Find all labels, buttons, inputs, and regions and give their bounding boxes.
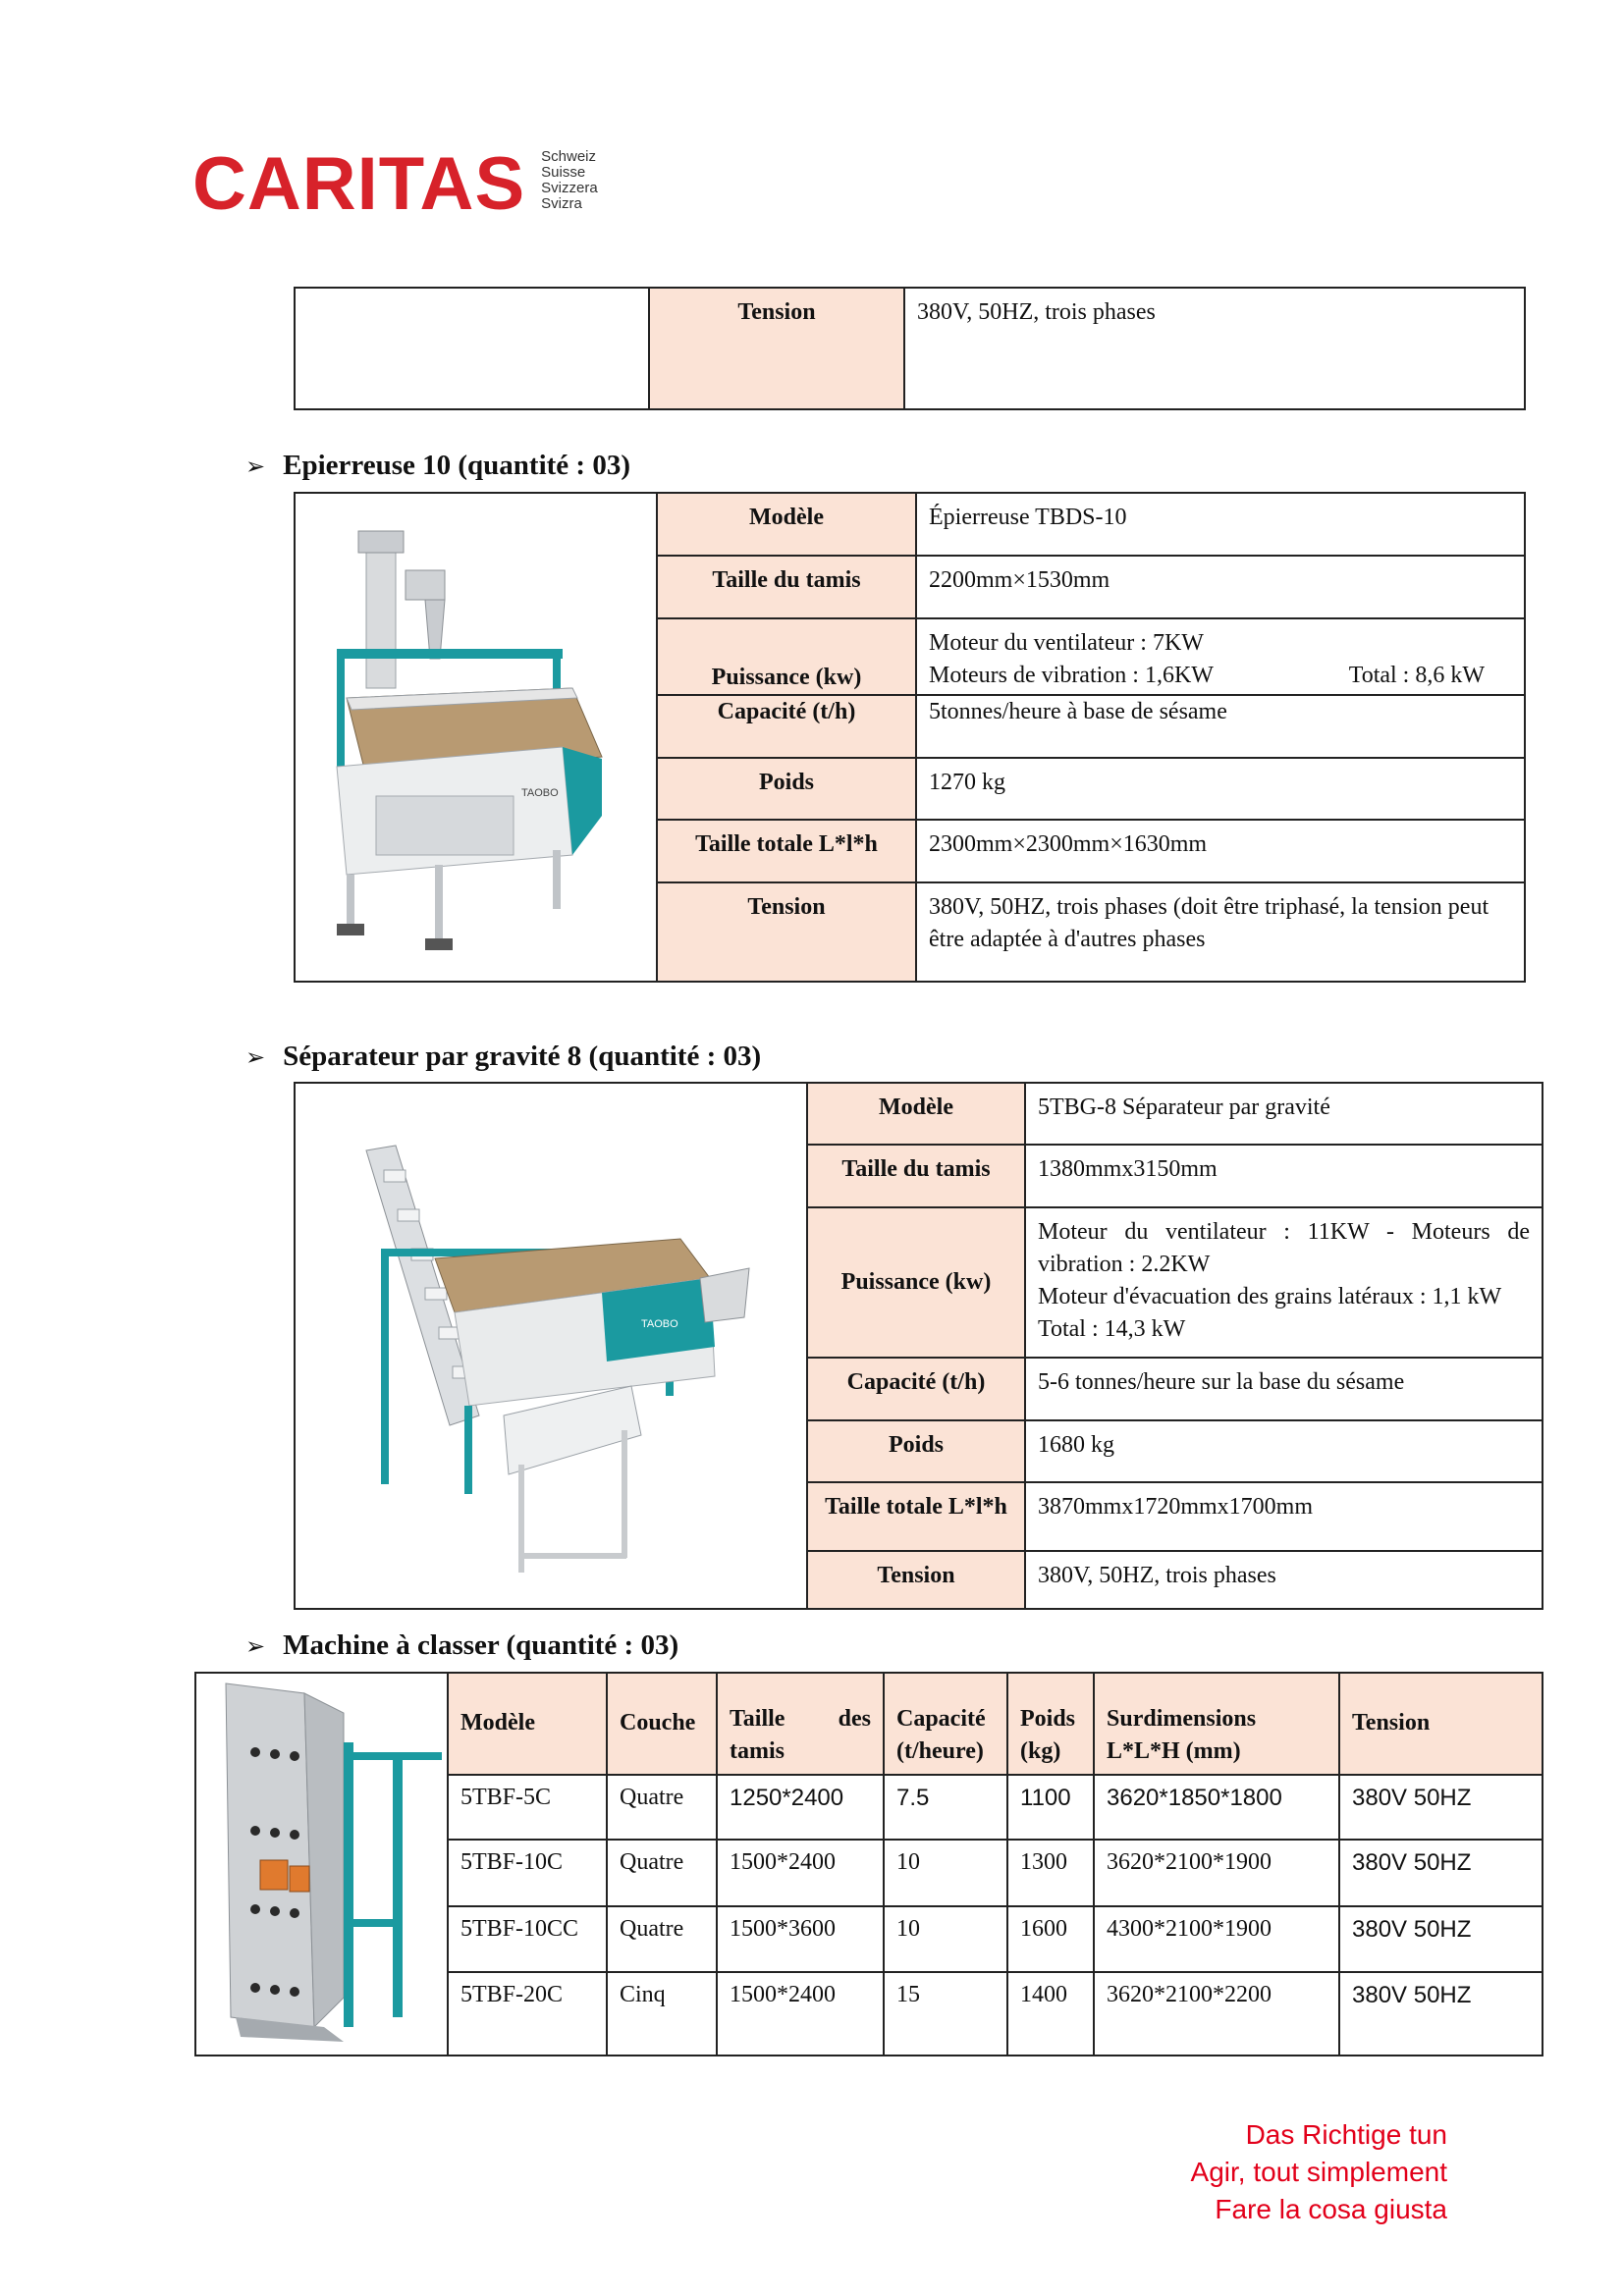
arrow-bullet-icon: ➢	[245, 452, 266, 480]
footer-slogans	[1191, 2116, 1447, 2228]
spec-value	[916, 618, 1525, 695]
spec-value	[1025, 1145, 1543, 1206]
spec-value-line: Moteurs de vibration : 1,6KW	[929, 662, 1214, 688]
spec-value-line: 2300mm×2300mm×1630mm	[929, 831, 1208, 858]
spec-label: Taille totale L*l*h	[807, 1482, 1025, 1551]
spec-value	[1025, 1482, 1543, 1551]
table-cell: 4300*2100*1900	[1094, 1906, 1339, 1972]
table-cell: 10	[884, 1906, 1007, 1972]
spec-value	[1025, 1083, 1543, 1145]
table-cell: Cinq	[607, 1972, 717, 2056]
spec-label: Tension	[807, 1551, 1025, 1609]
footer-slogan: Das Richtige tun	[1245, 2119, 1447, 2150]
table-header: Surdimensions L*L*H (mm)	[1094, 1673, 1339, 1775]
logo-languages	[541, 149, 598, 212]
table-cell: 5TBF-10C	[448, 1840, 607, 1905]
empty-image-cell	[295, 288, 649, 409]
spec-value-line: Moteur d'évacuation des grains latéraux : 1,1 kW	[1038, 1283, 1502, 1309]
table-cell: 5TBF-10CC	[448, 1906, 607, 1972]
classer-image-cell	[195, 1673, 448, 2056]
spec-value-line: 380V, 50HZ, trois phases	[1038, 1562, 1276, 1588]
spec-value-line: 1680 kg	[1038, 1431, 1114, 1458]
table-cell: 1500*2400	[717, 1840, 884, 1905]
spec-label: Capacité (t/h)	[657, 695, 916, 758]
spec-value	[916, 556, 1525, 618]
classer-spec-table	[194, 1672, 1543, 2056]
table-cell: 3620*1850*1800	[1094, 1775, 1339, 1840]
spec-value-line: 5-6 tonnes/heure sur la base du sésame	[1038, 1369, 1405, 1396]
spec-value-line: 5tonnes/heure à base de sésame	[929, 698, 1227, 724]
separateur-image-cell	[295, 1083, 807, 1609]
table-header: Capacité (t/heure)	[884, 1673, 1007, 1775]
heading-text: Séparateur par gravité 8 (quantité : 03)	[283, 1041, 762, 1072]
spec-value: 380V, 50HZ, trois phases	[904, 288, 1525, 409]
spec-label: Puissance (kw)	[807, 1207, 1025, 1358]
spec-label: Modèle	[657, 493, 916, 556]
arrow-bullet-icon: ➢	[245, 1042, 266, 1071]
spec-value-line: 5TBG-8 Séparateur par gravité	[1038, 1095, 1330, 1120]
epierreuse-machine-image	[307, 502, 644, 963]
epierreuse-image-cell	[295, 493, 657, 982]
spec-total: Total : 8,6 kW	[1348, 662, 1485, 688]
separateur-spec-table	[294, 1082, 1543, 1610]
table-cell: 1500*2400	[717, 1972, 884, 2056]
heading-text: Machine à classer (quantité : 03)	[283, 1629, 679, 1661]
machine-brand-label: TAOBO	[641, 1318, 678, 1330]
spec-label: Taille totale L*l*h	[657, 820, 916, 882]
spec-value-line-with-total	[929, 660, 1512, 692]
table-cell: 380V 50HZ	[1339, 1775, 1543, 1840]
table-cell: 1300	[1007, 1840, 1094, 1905]
section-heading-epierreuse	[245, 450, 630, 482]
spec-value-line: 2200mm×1530mm	[929, 566, 1110, 593]
section-heading-classer	[245, 1629, 678, 1662]
logo-lang: Suisse	[541, 164, 586, 181]
spec-value-line: 380V, 50HZ, trois phases (doit être triphasé, la tension peut être adaptée à d'autres phases	[929, 894, 1489, 953]
table-header: Poids (kg)	[1007, 1673, 1094, 1775]
table-cell: 1400	[1007, 1972, 1094, 2056]
footer-slogan: Fare la cosa giusta	[1215, 2194, 1447, 2224]
table-cell: Quatre	[607, 1840, 717, 1905]
spec-label: Puissance (kw)	[657, 618, 916, 695]
logo-word: CARITAS	[192, 142, 526, 226]
spec-value	[1025, 1551, 1543, 1609]
spec-label: Modèle	[807, 1083, 1025, 1145]
logo-lang: Schweiz	[541, 148, 596, 165]
table-cell: 380V 50HZ	[1339, 1972, 1543, 2056]
table-cell: 5TBF-5C	[448, 1775, 607, 1840]
epierreuse-spec-table	[294, 492, 1526, 983]
table-cell: 1250*2400	[717, 1775, 884, 1840]
table-cell: 5TBF-20C	[448, 1972, 607, 2056]
table-cell: 380V 50HZ	[1339, 1906, 1543, 1972]
table-header: Couche	[607, 1673, 717, 1775]
spec-value	[916, 820, 1525, 882]
table-cell: 1600	[1007, 1906, 1094, 1972]
spec-value	[916, 493, 1525, 556]
footer-slogan: Agir, tout simplement	[1190, 2157, 1447, 2187]
table-cell: 380V 50HZ	[1339, 1840, 1543, 1905]
spec-value	[916, 758, 1525, 821]
section-heading-separateur	[245, 1041, 761, 1073]
spec-label: Tension	[657, 882, 916, 982]
spec-label: Poids	[657, 758, 916, 821]
spec-label: Capacité (t/h)	[807, 1358, 1025, 1419]
spec-label: Taille du tamis	[807, 1145, 1025, 1206]
table-cell: 3620*2100*1900	[1094, 1840, 1339, 1905]
spec-value-line: 3870mmx1720mmx1700mm	[1038, 1494, 1314, 1521]
spec-value	[1025, 1420, 1543, 1482]
spec-value-line: Moteur du ventilateur : 11KW - Moteurs de vibration : 2.2KW	[1038, 1218, 1530, 1277]
table-header: Tension	[1339, 1673, 1543, 1775]
spec-label: Taille du tamis	[657, 556, 916, 618]
table-cell: 3620*2100*2200	[1094, 1972, 1339, 2056]
spec-value-line: 1380mmx3150mm	[1038, 1156, 1218, 1183]
spec-value	[1025, 1358, 1543, 1419]
spec-value	[916, 882, 1525, 982]
logo-lang: Svizra	[541, 195, 582, 212]
table-cell: Quatre	[607, 1906, 717, 1972]
table-cell: 1100	[1007, 1775, 1094, 1840]
table-cell: 15	[884, 1972, 1007, 2056]
spec-label: Poids	[807, 1420, 1025, 1482]
spec-value	[1025, 1207, 1543, 1358]
table-header: Taille des tamis	[717, 1673, 884, 1775]
heading-text: Epierreuse 10 (quantité : 03)	[283, 450, 630, 481]
caritas-logo	[192, 142, 598, 226]
machine-brand-label: TAOBO	[521, 787, 559, 799]
table-cell: 1500*3600	[717, 1906, 884, 1972]
separateur-machine-image	[307, 1092, 794, 1590]
top-tension-table	[294, 287, 1526, 410]
table-cell: Quatre	[607, 1775, 717, 1840]
spec-value-line: Épierreuse TBDS-10	[929, 505, 1127, 530]
table-cell: 7.5	[884, 1775, 1007, 1840]
table-header: Modèle	[448, 1673, 607, 1775]
spec-value-line: 1270 kg	[929, 769, 1005, 795]
arrow-bullet-icon: ➢	[245, 1631, 266, 1660]
spec-label: Tension	[649, 288, 904, 409]
spec-value-line: Total : 14,3 kW	[1038, 1315, 1186, 1342]
spec-value-line: Moteur du ventilateur : 7KW	[929, 629, 1204, 656]
spec-value	[916, 695, 1525, 758]
table-cell: 10	[884, 1840, 1007, 1905]
logo-lang: Svizzera	[541, 180, 598, 196]
classer-machine-image	[196, 1674, 447, 2045]
